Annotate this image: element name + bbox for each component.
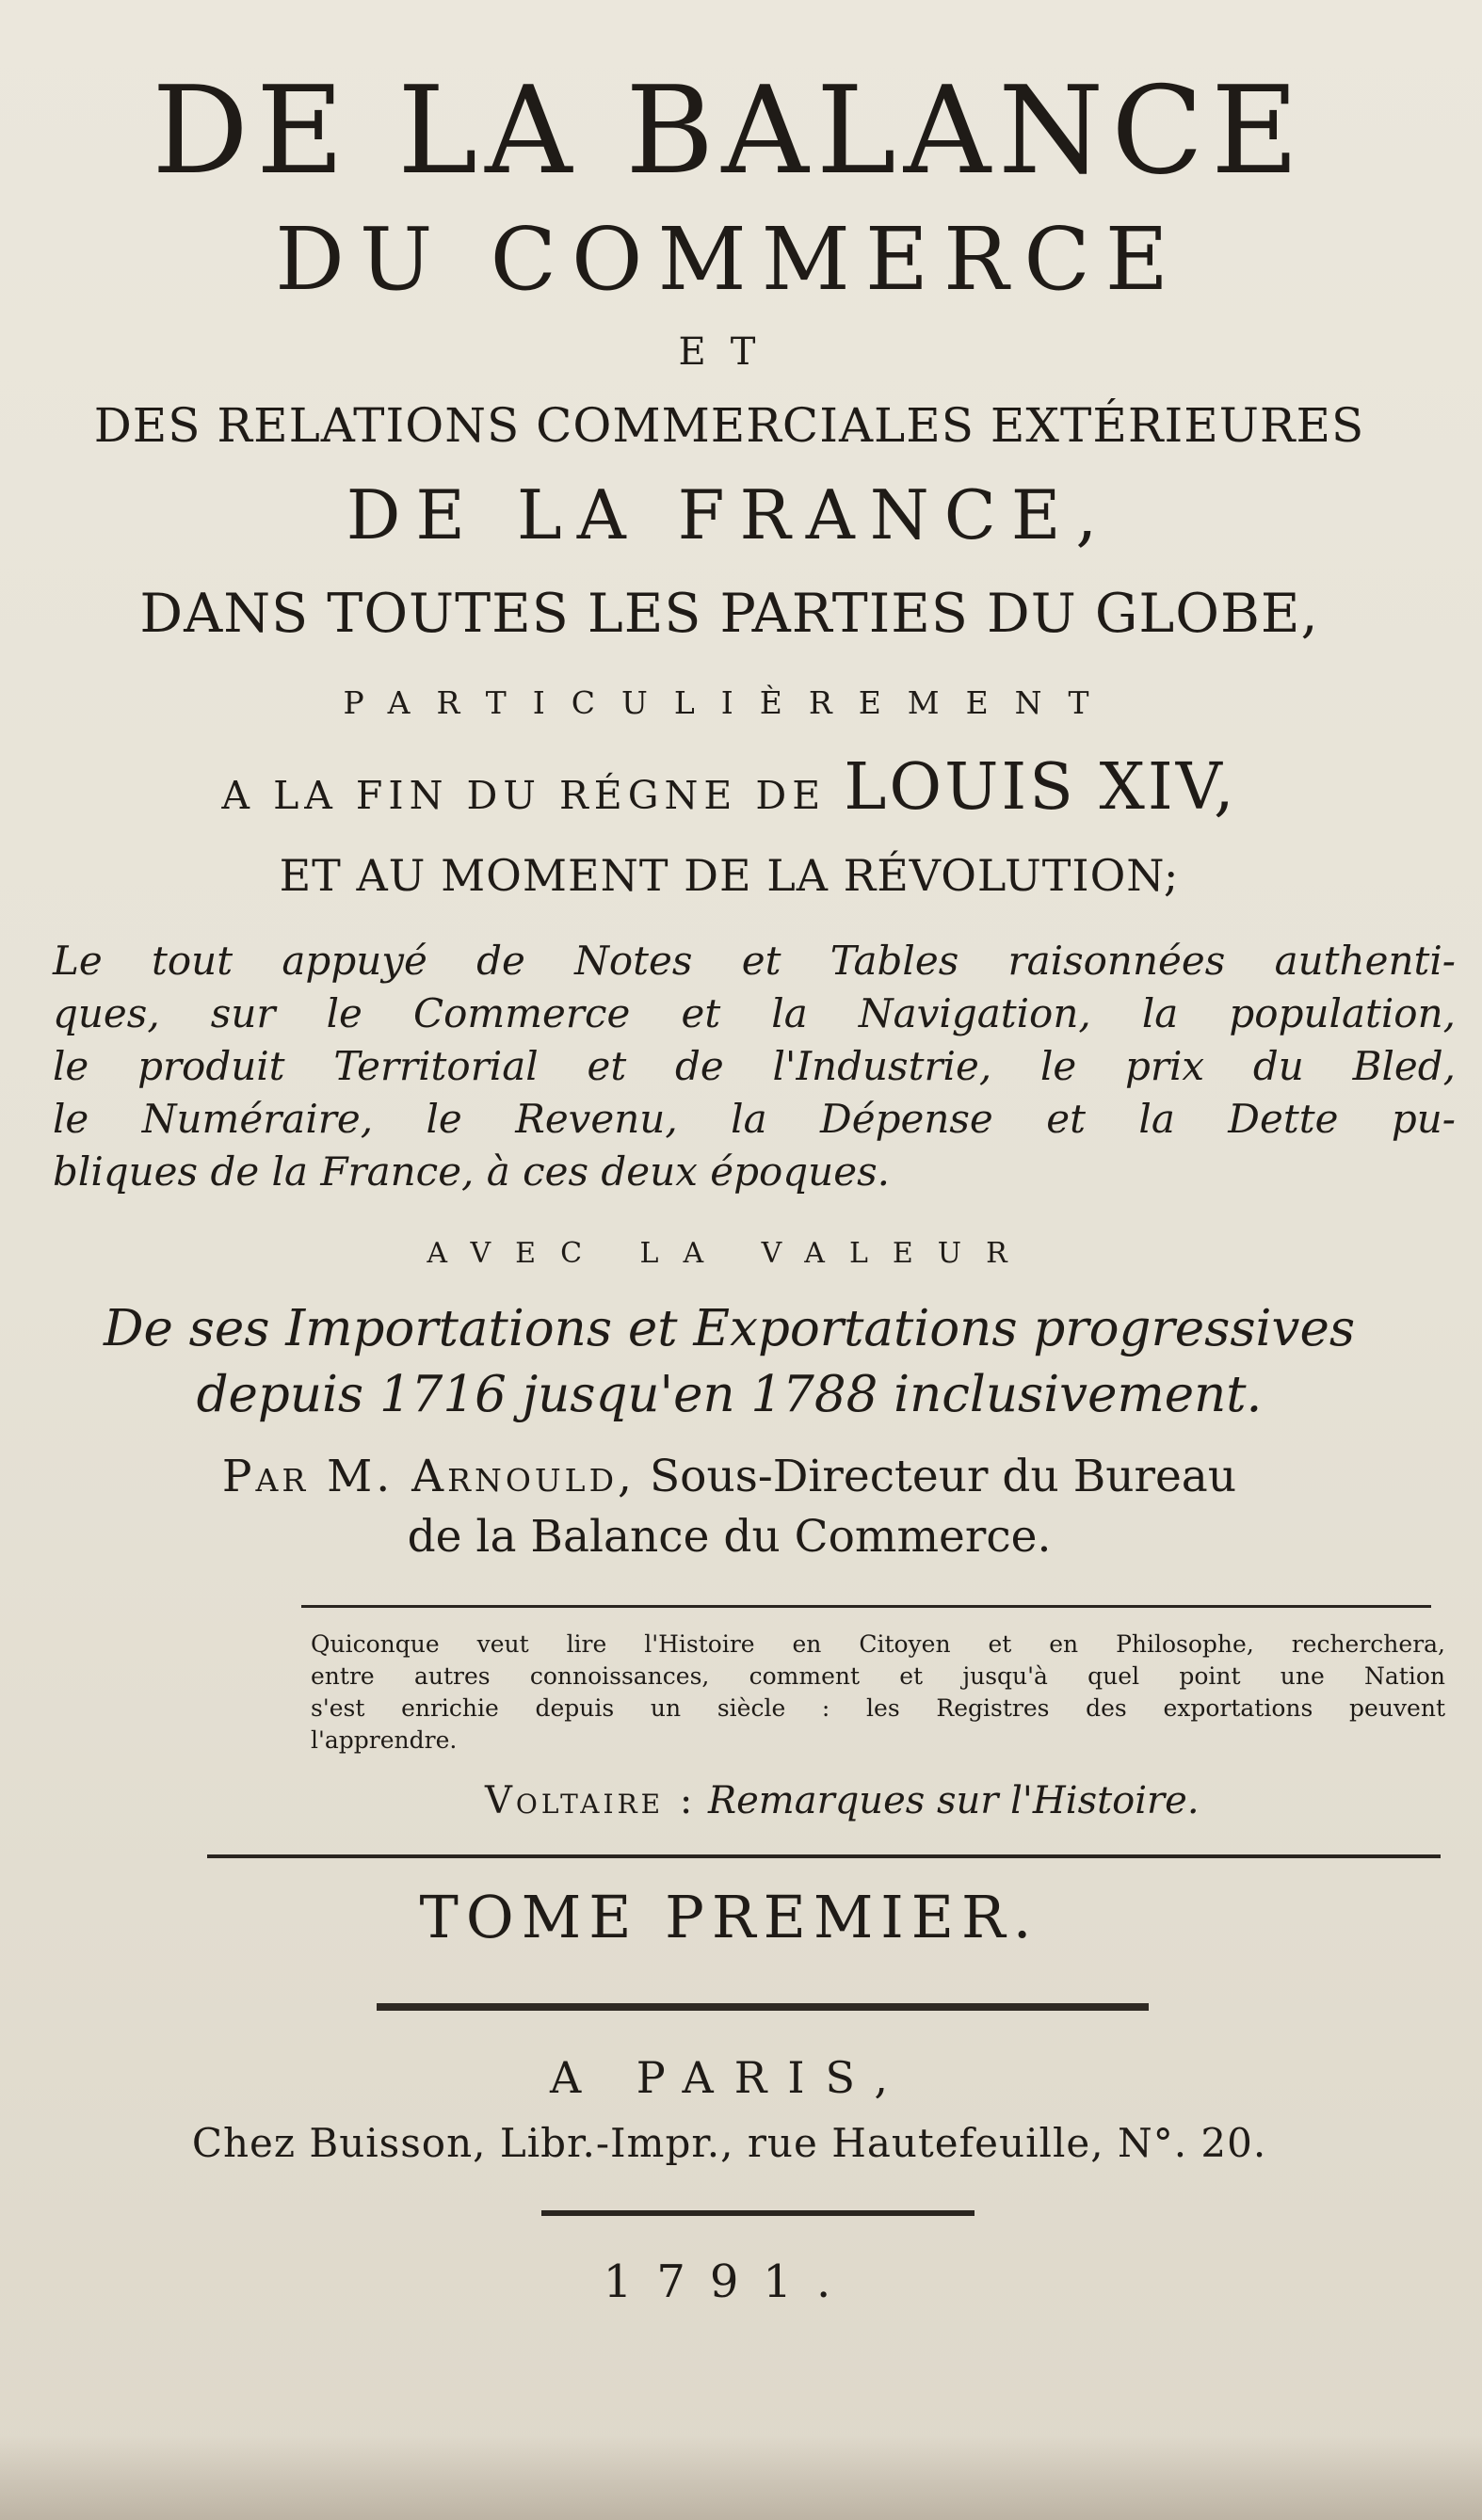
epigraph-line: entre autres connoissances, comment et jusqu'à quel point une Nation: [311, 1662, 1445, 1690]
title-line-9: ET AU MOMENT DE LA RÉVOLUTION;: [279, 850, 1180, 901]
paragraph-line: bliques de la France, à ces deux époques.: [53, 1148, 890, 1195]
author-line-2: de la Balance du Commerce.: [407, 1511, 1052, 1563]
epigraph-author: Voltaire :: [485, 1779, 697, 1822]
author-title: Sous-Directeur du Bureau: [649, 1451, 1237, 1502]
title-line-5: DE LA FRANCE,: [346, 475, 1113, 554]
title-conjunction: ET: [678, 330, 781, 374]
paragraph-line: ques, sur le Commerce et la Navigation, la population,: [53, 990, 1456, 1036]
epigraph-attribution: [28, 1779, 1430, 1822]
paragraph-line: Le tout appuyé de Notes et Tables raisonnées authenti-: [53, 938, 1456, 984]
author-name: Par M. Arnould,: [221, 1451, 636, 1502]
divider-rule: [541, 2210, 975, 2216]
volume-label: TOME PREMIER.: [419, 1883, 1039, 1951]
title-line-8-king: LOUIS XIV,: [844, 750, 1237, 825]
epigraph-line: Quiconque veut lire l'Histoire en Citoyen et en Philosophe, recherchera,: [311, 1630, 1445, 1658]
epigraph-quote: [311, 1629, 1445, 1757]
divider-rule: [377, 2003, 1149, 2011]
paragraph-line: le produit Territorial et de l'Industrie, le prix du Bled,: [53, 1043, 1456, 1089]
title-line-4: DES RELATIONS COMMERCIALES EXTÉRIEURES: [93, 398, 1365, 453]
title-line-7: PARTICULIÈREMENT: [343, 684, 1116, 721]
title-line-8: [28, 741, 1430, 843]
divider-rule: [207, 1854, 1441, 1858]
epigraph-line: l'apprendre.: [311, 1726, 458, 1754]
epigraph-line: s'est enrichie depuis un siècle : les Registres des exportations peuvent: [311, 1694, 1445, 1722]
imprint-city: A PARIS,: [549, 2052, 910, 2103]
valeur-line-2: depuis 1716 jusqu'en 1788 inclusivement.: [196, 1366, 1263, 1423]
epigraph-work: Remarques sur l'Histoire.: [708, 1779, 1200, 1822]
title-line-1: DE LA BALANCE: [152, 61, 1307, 201]
author-line-1: [28, 1447, 1430, 1507]
description-paragraph: [53, 935, 1456, 1198]
title-line-8-prefix: A LA FIN DU RÉGNE DE: [221, 773, 827, 818]
title-line-2: DU COMMERCE: [275, 209, 1184, 310]
imprint-year: 1791.: [603, 2255, 856, 2308]
imprint-publisher: Chez Buisson, Libr.-Impr., rue Hautefeuille, N°. 20.: [191, 2120, 1267, 2166]
divider-rule: [301, 1605, 1431, 1608]
valeur-line-1: De ses Importations et Exportations progressives: [103, 1300, 1356, 1357]
paragraph-line: le Numéraire, le Revenu, la Dépense et la Dette pu-: [53, 1096, 1456, 1142]
avec-la-valeur: AVEC LA VALEUR: [427, 1237, 1032, 1270]
title-line-6: DANS TOUTES LES PARTIES DU GLOBE,: [139, 583, 1319, 645]
